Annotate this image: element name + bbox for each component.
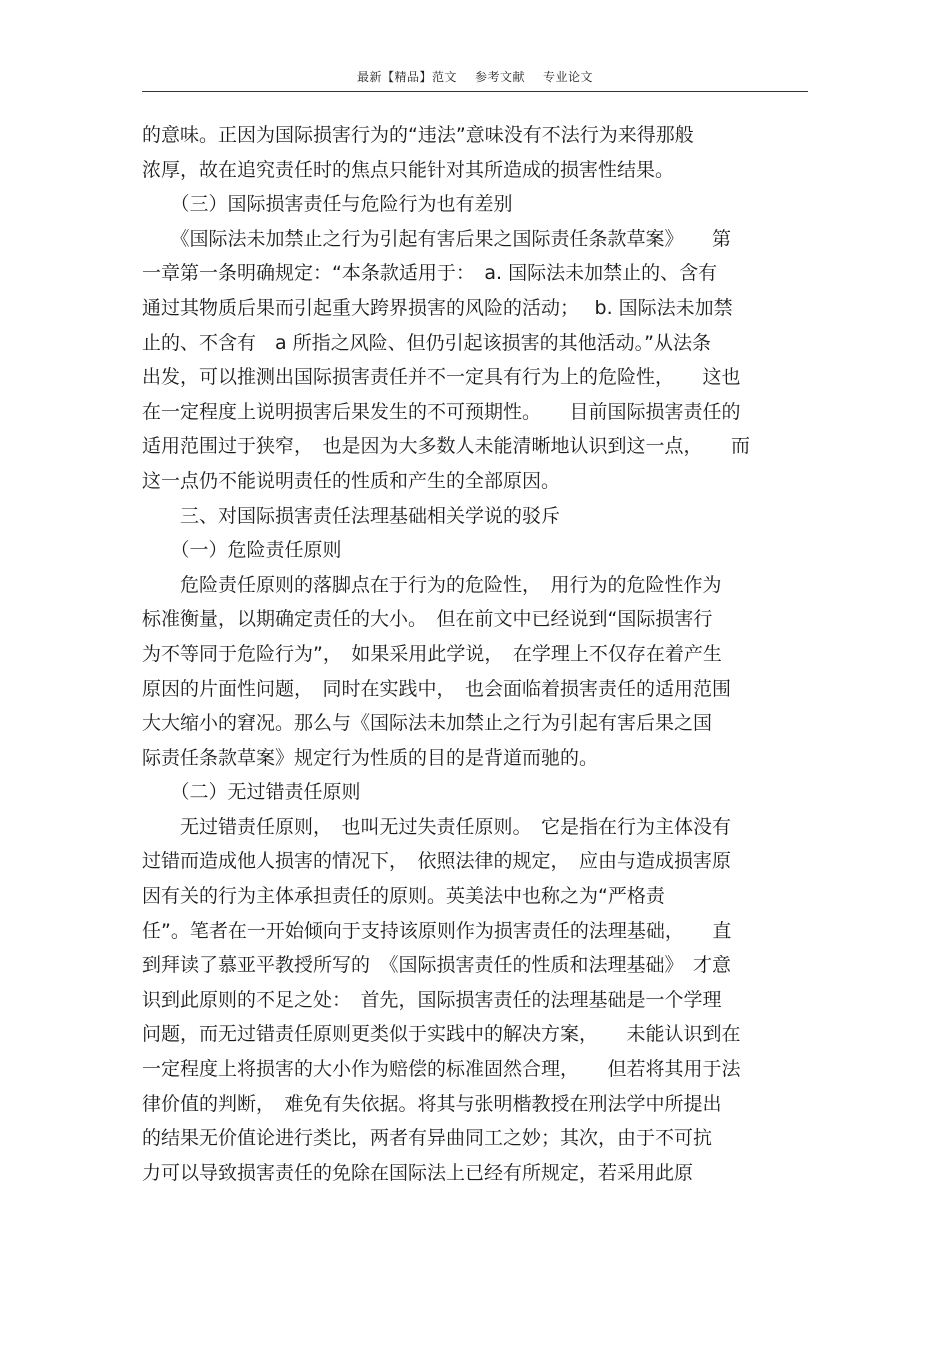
section-heading: （三）国际损害责任与危险行为也有差别 (142, 193, 513, 216)
header-item-references: 参考文献 (474, 70, 525, 84)
text-line: 因有关的行为主体承担责任的原则。英美法中也称之为“严格责 (142, 885, 665, 908)
text-line: 的结果无价值论进行类比，两者有异曲同工之妙；其次，由于不可抗 (142, 1127, 713, 1150)
text-line: 际责任条款草案》规定行为性质的目的是背道而驰的。 (142, 746, 599, 769)
text-line: 到拜读了慕亚平教授所写的 《国际损害责任的性质和法理基础》 才意 (142, 954, 732, 977)
text-line: 律价值的判断， 难免有失依据。将其与张明楷教授在刑法学中所提出 (142, 1092, 722, 1115)
header-item-professional-papers: 专业论文 (543, 70, 594, 84)
text-line: 《国际法未加禁止之行为引起有害后果之国际责任条款草案》 第 (142, 227, 732, 250)
page-header (142, 68, 808, 85)
text-line: 浓厚，故在追究责任时的焦点只能针对其所造成的损害性结果。 (142, 158, 675, 181)
text-line: 通过其物质后果而引起重大跨界损害的风险的活动； b. 国际法未加禁 (142, 296, 733, 319)
section-heading: （二）无过错责任原则 (142, 781, 361, 804)
text-line: 出发，可以推测出国际损害责任并不一定具有行为上的危险性， 这也 (142, 366, 741, 389)
text-line: 原因的片面性问题， 同时在实践中， 也会面临着损害责任的适用范围 (142, 677, 732, 700)
text-line: 大大缩小的窘况。那么与《国际法未加禁止之行为引起有害后果之国 (142, 712, 713, 735)
document-body (142, 118, 808, 1190)
text-line: 标准衡量，以期确定责任的大小。 但在前文中已经说到“国际损害行 (142, 608, 713, 631)
header-item-latest-essays: 最新【精品】范文 (356, 70, 457, 84)
text-line: 一定程度上将损害的大小作为赔偿的标准固然合理， 但若将其用于法 (142, 1058, 741, 1081)
text-line: 适用范围过于狭窄， 也是因为大多数人未能清晰地认识到这一点， 而 (142, 435, 751, 458)
section-heading: （一）危险责任原则 (142, 539, 342, 562)
text-line: 在一定程度上说明损害后果发生的不可预期性。 目前国际损害责任的 (142, 400, 741, 423)
text-line: 的意味。正因为国际损害行为的“违法”意味没有不法行为来得那般 (142, 124, 694, 146)
text-line: 识到此原则的不足之处： 首先，国际损害责任的法理基础是一个学理 (142, 988, 722, 1011)
text-line: 这一点仍不能说明责任的性质和产生的全部原因。 (142, 469, 561, 492)
section-heading: 三、对国际损害责任法理基础相关学说的驳斥 (142, 504, 561, 527)
text-line: 任”。笔者在一开始倾向于支持该原则作为损害责任的法理基础， 直 (142, 919, 732, 942)
text-line: 为不等同于危险行为”， 如果采用此学说， 在学理上不仅存在着产生 (142, 642, 722, 665)
text-line: 问题，而无过错责任原则更类似于实践中的解决方案， 未能认识到在 (142, 1023, 741, 1046)
text-line: 力可以导致损害责任的免除在国际法上已经有所规定，若采用此原 (142, 1161, 694, 1184)
text-line: 危险责任原则的落脚点在于行为的危险性， 用行为的危险性作为 (142, 573, 722, 596)
text-line: 无过错责任原则， 也叫无过失责任原则。 它是指在行为主体没有 (142, 815, 732, 838)
header-divider (142, 91, 808, 92)
text-line: 过错而造成他人损害的情况下， 依照法律的规定， 应由与造成损害原 (142, 850, 732, 873)
text-line: 一章第一条明确规定：“本条款适用于： a. 国际法未加禁止的、含有 (142, 262, 718, 285)
text-line: 止的、不含有 a 所指之风险、但仍引起该损害的其他活动。”从法条 (142, 331, 712, 354)
